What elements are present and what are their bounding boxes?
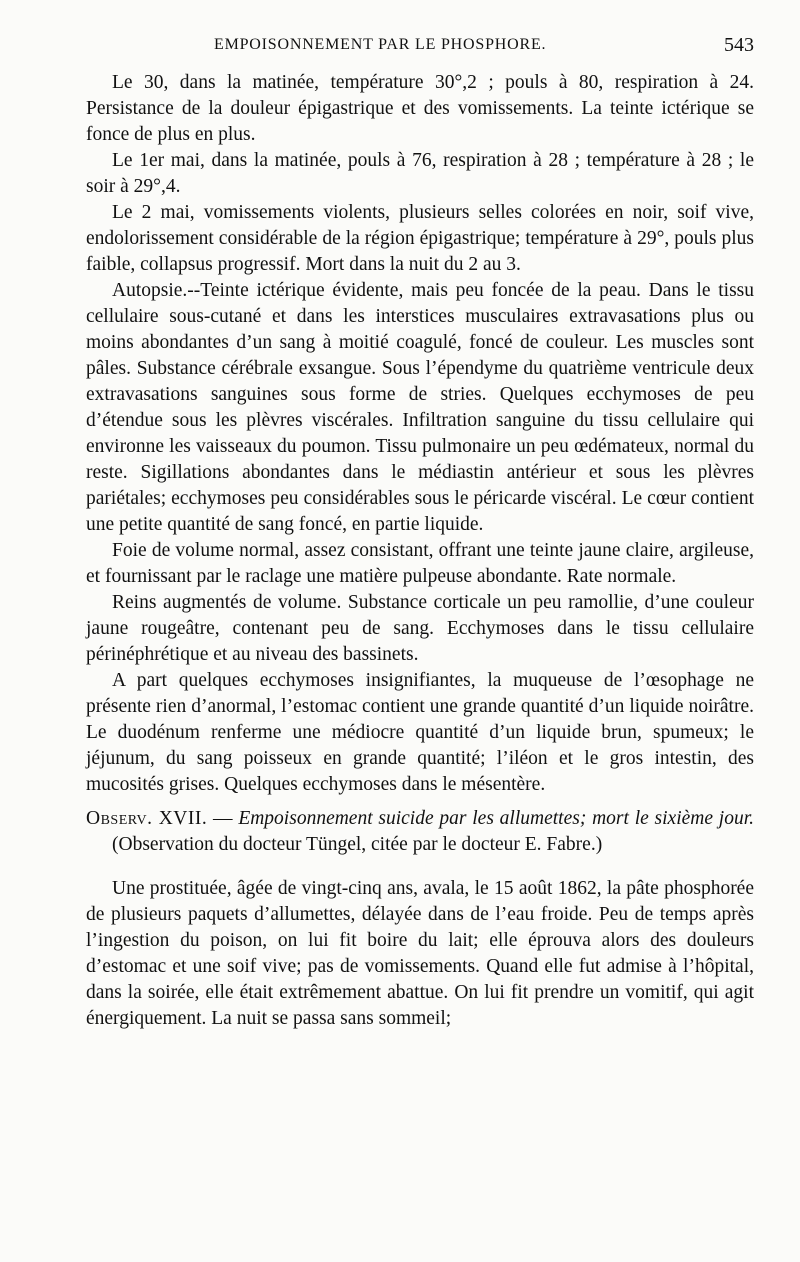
paragraph: Autopsie.--Teinte ictérique évidente, mais peu foncée de la peau. Dans le tissu cellulaire sous-cutané et dans les interstices musculaires extravasations plus ou moins abondantes d’un sang à moitié coagulé, foncé de couleur. Les muscles sont pâles. Substance cérébrale exsangue. Sous l’épendyme du quatrième ventricule deux extravasations sanguines sous forme de stries. Quelques ecchymoses de peu d’étendue sous les plèvres viscérales. Infiltration sanguine du tissu cellulaire qui environne les vaisseaux du poumon. Tissu pulmonaire un peu œdémateux, normal du reste. Sigillations abondantes dans le médiastin antérieur et sous les plèvres pariétales; ecchymoses peu considérables sous le péricarde viscéral. Le cœur contient une petite quantité de sang foncé, en partie liquide. bbox=[86, 280, 754, 535]
observation-title: Empoisonnement suicide par les allumettes; mort le sixième jour. bbox=[238, 808, 755, 829]
observation-dash: — bbox=[207, 808, 239, 829]
observation-source: (Observation du docteur Tüngel, citée par le docteur E. Fabre.) bbox=[112, 834, 603, 855]
paragraph: A part quelques ecchymoses insignifiantes, la muqueuse de l’œsophage ne présente rien d’anormal, l’estomac contient une grande quantité d’un liquide noirâtre. Le duodénum renferme une médiocre quantité d’un liquide brun, spumeux; le jéjunum, du sang poisseux en grande quantité; l’iléon et le gros intestin, des mucosités grises. Quelques ecchymoses dans le mésentère. bbox=[86, 670, 754, 795]
paragraph: Reins augmentés de volume. Substance corticale un peu ramollie, d’une couleur jaune rougeâtre, contenant peu de sang. Ecchymoses dans le tissu cellulaire périnéphrétique et au niveau des bassinets. bbox=[86, 592, 754, 665]
running-title: EMPOISONNEMENT PAR LE PHOSPHORE. bbox=[214, 36, 547, 53]
page-number: 543 bbox=[724, 34, 754, 56]
paragraph: Une prostituée, âgée de vingt-cinq ans, avala, le 15 août 1862, la pâte phosphorée de plusieurs paquets d’allumettes, délayée dans de l’eau froide. Peu de temps après l’ingestion du poison, on lui fit boire du lait; elle éprouva alors des douleurs d’estomac et une soif vive; pas de vomissements. Quand elle fut admise à l’hôpital, dans la soirée, elle était extrêmement abattue. On lui fit prendre un vomitif, qui agit énergiquement. La nuit se passa sans sommeil; bbox=[86, 878, 754, 1029]
page-body bbox=[86, 70, 754, 1032]
paragraph: Le 2 mai, vomissements violents, plusieurs selles colorées en noir, soif vive, endolorissement considérable de la région épigastrique; température à 29°, pouls plus faible, collapsus progressif. Mort dans la nuit du 2 au 3. bbox=[86, 202, 754, 275]
paragraph: Le 1er mai, dans la matinée, pouls à 76, respiration à 28 ; température à 28 ; le soir à 29°,4. bbox=[86, 150, 754, 197]
paragraph: Le 30, dans la matinée, température 30°,2 ; pouls à 80, respiration à 24. Persistance de la douleur épigastrique et des vomissements. La teinte ictérique se fonce de plus en plus. bbox=[86, 72, 754, 145]
running-header bbox=[86, 36, 754, 62]
paragraph: Foie de volume normal, assez consistant, offrant une teinte jaune claire, argileuse, et fournissant par le raclage une matière pulpeuse abondante. Rate normale. bbox=[86, 540, 754, 587]
observation-number: Observ. XVII. bbox=[86, 808, 208, 829]
observation-heading bbox=[86, 806, 754, 858]
